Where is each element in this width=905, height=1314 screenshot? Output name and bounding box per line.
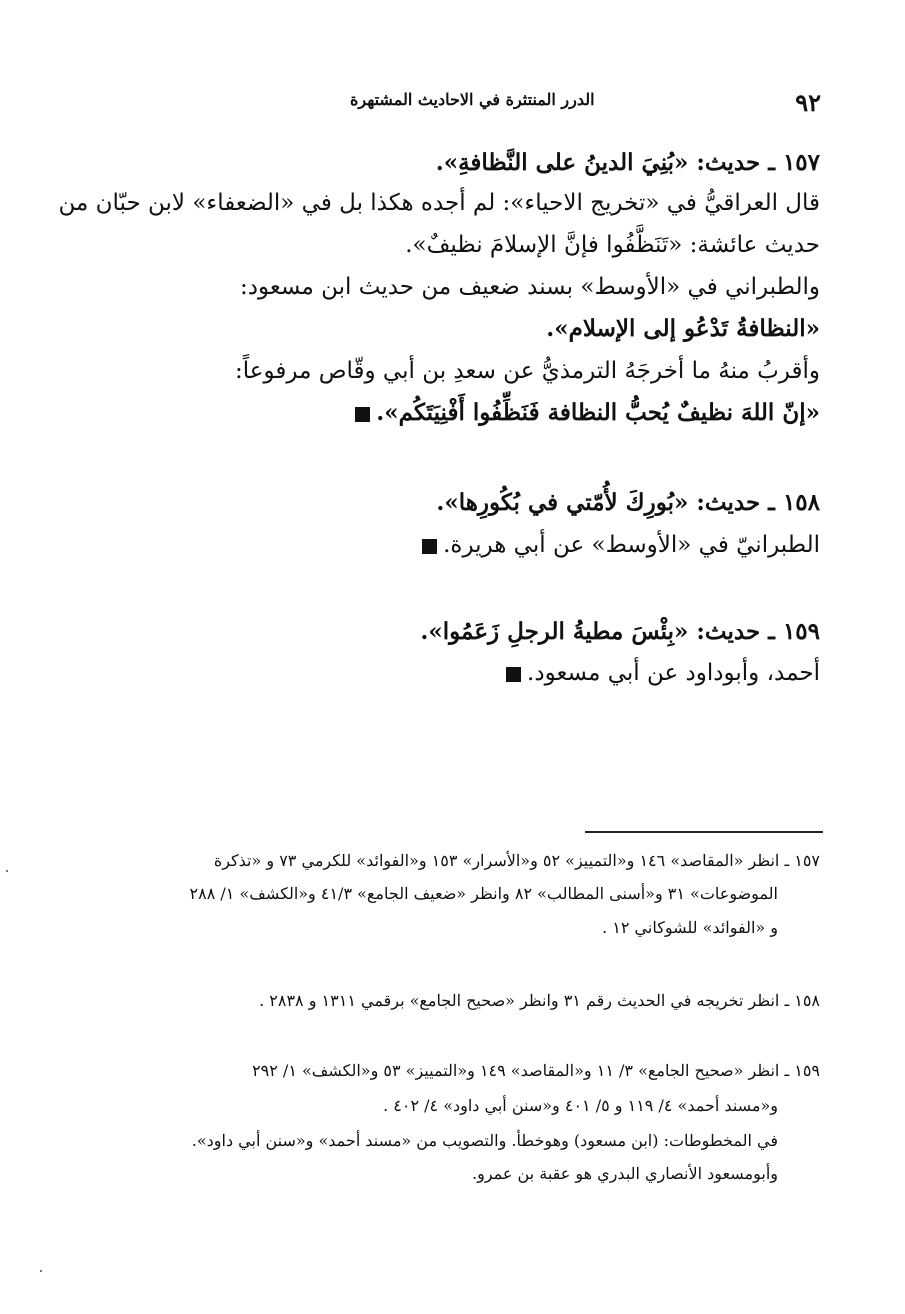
footnote-157-line: ١٥٧ ـ انظر «المقاصد» ١٤٦ و«التمييز» ٥٢ و«الأسرار» ١٥٣ و«الفوائد» للكرمي ٧٣ و «تذكرة [213, 851, 820, 870]
hadith-158-end-line [422, 530, 820, 560]
footnote-159-line: و«مسند أحمد» ٤/ ١١٩ و ٥/ ٤٠١ و«سنن أبي داود» ٤/ ٤٠٢ . [383, 1096, 778, 1115]
hadith-157-line: حديث عائشة: «تَنَظَّفُوا فإنَّ الإسلامَ نظيفٌ». [405, 232, 820, 258]
footnote-157-line: و «الفوائد» للشوكاني ١٢ . [602, 918, 778, 937]
footnote-157-line: الموضوعات» ٣١ و«أسنى المطالب» ٨٢ وانظر «ضعيف الجامع» ٤١/٣ و«الكشف» ١/ ٢٨٨ [189, 884, 778, 903]
hadith-157-title: ١٥٧ ـ حديث: «بُنِيَ الدينُ على النَّظافةِ». [435, 149, 820, 176]
hadith-157-line: «النظافةُ تَدْعُو إلى الإسلام». [546, 315, 820, 342]
running-title: الدرر المنتثرة في الاحاديث المشتهرة [350, 90, 595, 109]
hadith-158-title: ١٥٨ ـ حديث: «بُورِكَ لأُمّتي في بُكُورِها». [436, 489, 820, 516]
hadith-159-end-line [506, 658, 820, 688]
hadith-157-line: قال العراقيُّ في «تخريج الاحياء»: لم أجده هكذا بل في «الضعفاء» لابن حبّان من [58, 190, 820, 216]
hadith-159-line-text: أحمد، وأبوداود عن أبي مسعود. [527, 660, 820, 686]
end-of-entry-square-icon [422, 539, 437, 554]
hadith-157-line: وأقربُ منهُ ما أخرجَهُ الترمذيُّ عن سعدِ بن أبي وقّاص مرفوعاً: [235, 358, 820, 384]
hadith-157-end-line [355, 398, 820, 428]
hadith-157-line: والطبراني في «الأوسط» بسند ضعيف من حديث ابن مسعود: [240, 274, 820, 300]
hadith-158-line-text: الطبرانيّ في «الأوسط» عن أبي هريرة. [443, 532, 820, 558]
end-of-entry-square-icon [506, 667, 521, 682]
hadith-159-title: ١٥٩ ـ حديث: «بِئْسَ مطيةُ الرجلِ زَعَمُوا». [420, 618, 820, 645]
page-number: ٩٢ [795, 88, 821, 117]
footnote-159-line: ١٥٩ ـ انظر «صحيح الجامع» ٣/ ١١ و«المقاصد» ١٤٩ و«التمييز» ٥٣ و«الكشف» ١/ ٢٩٢ [252, 1061, 820, 1080]
scan-speck [6, 870, 8, 872]
footnote-158-line: ١٥٨ ـ انظر تخريجه في الحديث رقم ٣١ وانظر «صحيح الجامع» برقمي ١٣١١ و ٢٨٣٨ . [259, 991, 820, 1010]
footnote-159-line: وأبومسعود الأنصاري البدري هو عقبة بن عمرو. [472, 1164, 778, 1183]
scan-speck [40, 1270, 42, 1272]
footnote-159-line: في المخطوطات: (ابن مسعود) وهوخطأ. والتصويب من «مسند أحمد» و«سنن أبي داود». [191, 1131, 778, 1150]
footnote-separator [585, 831, 823, 833]
end-of-entry-square-icon [355, 407, 370, 422]
hadith-157-line-text: «إنّ اللهَ نظيفٌ يُحبُّ النظافة فَنَظِّفُوا أَفْنِيَتَكُم». [376, 399, 820, 426]
